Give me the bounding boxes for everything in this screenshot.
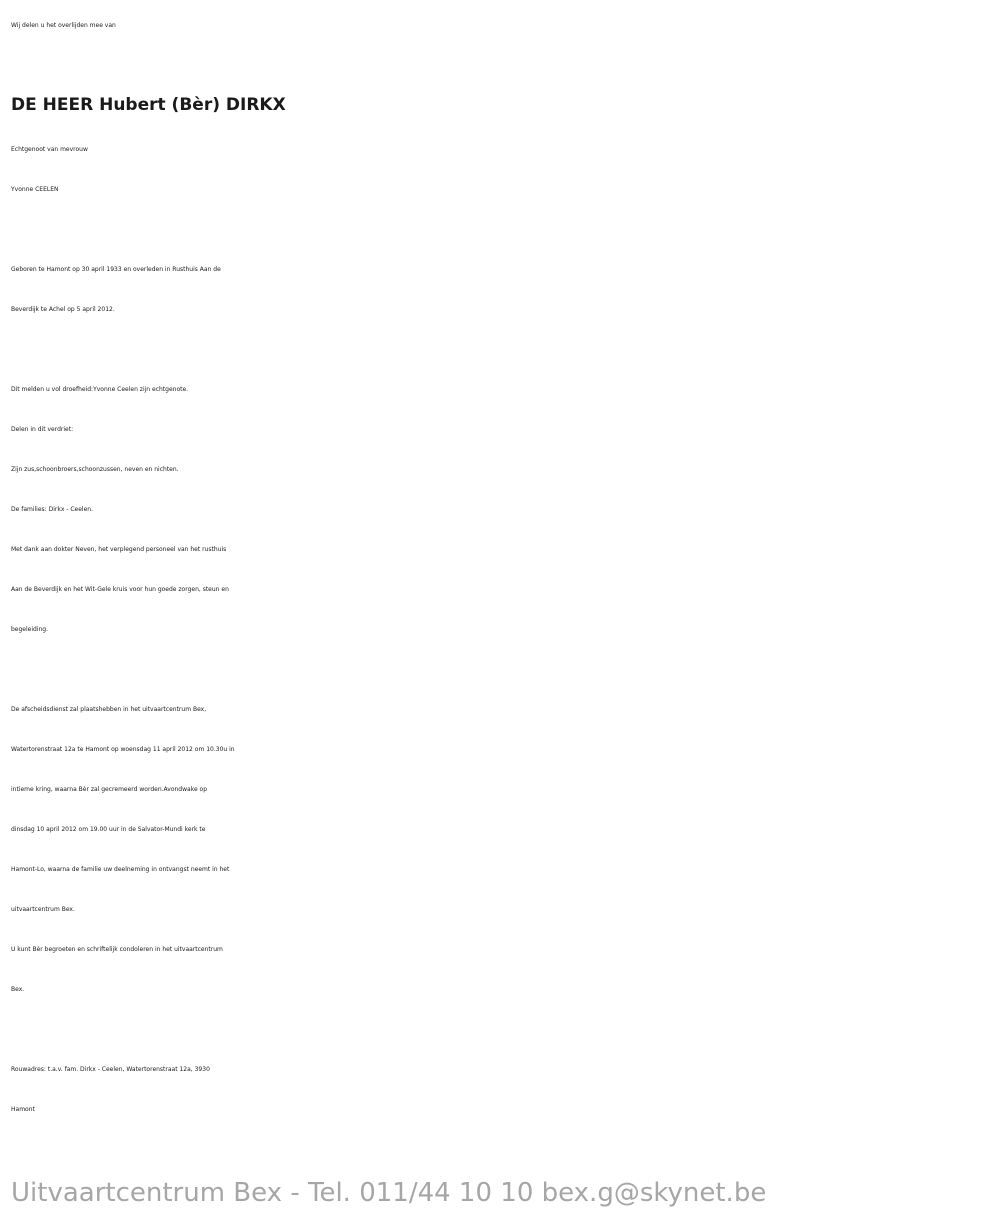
address-line: Rouwadres: t.a.v. fam. Dirkx - Ceelen, Watertorenstraat 12a, 3930: [11, 1066, 210, 1073]
announcement-line: begeleiding.: [11, 626, 49, 633]
spacer: [11, 650, 993, 690]
deceased-name: DE HEER Hubert (Bèr) DIRKX: [11, 95, 286, 115]
birth-death-line: Beverdijk te Achel op 5 april 2012.: [11, 306, 115, 313]
funeral-home-footer: Uitvaartcentrum Bex - Tel. 011/44 10 10 bex.g@skynet.be: [11, 1178, 767, 1208]
service-line: Watertorenstraat 12a te Hamont op woensdag 11 april 2012 om 10.30u in: [11, 746, 235, 753]
obituary-document: [11, 6, 993, 1130]
service-line: U kunt Bèr begroeten en schriftelijk condoleren in het uitvaartcentrum: [11, 946, 223, 953]
announcement-line: Met dank aan dokter Neven, het verplegend personeel van het rusthuis: [11, 546, 227, 553]
announcement-line: De families: Dirkx - Ceelen.: [11, 506, 93, 513]
service-line: uitvaartcentrum Bex.: [11, 906, 75, 913]
spacer: [11, 210, 993, 250]
spacer: [11, 330, 993, 370]
service-line: Bex.: [11, 986, 25, 993]
announcement-line: Dit melden u vol droefheid:Yvonne Ceelen zijn echtgenote.: [11, 386, 189, 393]
spouse-line-1: Echtgenoot van mevrouw: [11, 146, 88, 153]
announcement-line: Zijn zus,schoonbroers,schoonzussen, neven en nichten.: [11, 466, 179, 473]
announcement-line: Aan de Beverdijk en het Wit-Gele kruis voor hun goede zorgen, steun en: [11, 586, 229, 593]
service-line: dinsdag 10 april 2012 om 19.00 uur in de Salvator-Mundi kerk te: [11, 826, 206, 833]
service-line: Hamont-Lo, waarna de familie uw deelneming in ontvangst neemt in het: [11, 866, 230, 873]
intro-text: Wij delen u het overlijden mee van: [11, 22, 116, 29]
address-line: Hamont: [11, 1106, 35, 1113]
birth-death-line: Geboren te Hamont op 30 april 1933 en overleden in Rusthuis Aan de: [11, 266, 221, 273]
spacer: [11, 1010, 993, 1050]
service-line: De afscheidsdienst zal plaatshebben in het uitvaartcentrum Bex,: [11, 706, 207, 713]
service-line: intieme kring, waarna Bèr zal gecremeerd worden.Avondwake op: [11, 786, 208, 793]
spouse-line-2: Yvonne CEELEN: [11, 186, 59, 193]
announcement-line: Delen in dit verdriet:: [11, 426, 74, 433]
